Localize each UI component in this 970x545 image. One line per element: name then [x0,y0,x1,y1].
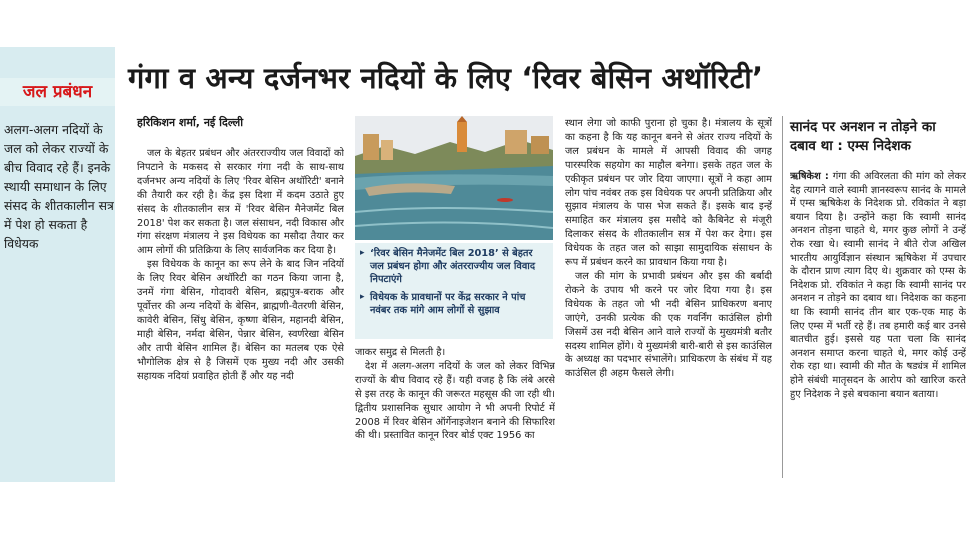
column-divider [782,116,783,478]
caption-box [355,243,553,339]
paragraph: जाकर समुद्र से मिलती है। [355,347,446,358]
left-summary: अलग-अलग नदियों के जल को लेकर राज्यों के बीच विवाद रहे हैं। इनके स्थायी समाधान के लिए संसद के शीतकालीन सत्र में पेश हो सकता है विधेयक [4,122,114,251]
paragraph: इस विधेयक के कानून का रूप लेने के बाद जिन नदियों के लिए रिवर बेसिन अथॉरिटी का गठन किया जाना है, उनमें गंगा बेसिन, गोदावरी बेसिन, ब्रह्मपुत्र-बराक और पूर्वोत्तर की अन्य नदियों के बेसिन, ब्राह्मणी-वैतरणी बेसिन, कावेरी बेसिन, सिंधु बेसिन, कृष्णा बेसिन, महानदी बेसिन, माही बेसिन, नर्मदा बेसिन, पेन्नार बेसिन, स्वर्णरेखा बेसिन और तापी बेसिन शामिल हैं। बेसिन का मतलब एक ऐसे भौगोलिक क्षेत्र से है जिसमें एक मुख्य नदी और उसकी सहायक नदियां प्रवाहित होती हैं और यह नदी [137,259,344,382]
river-photo [355,116,553,240]
sidebar-article [790,170,966,480]
paragraph: जल के बेहतर प्रबंधन और अंतरराज्यीय जल विवादों को निपटाने के मकसद से सरकार गंगा नदी के साथ-साथ दर्जनभर अन्य नदियों के लिए 'रिवर बेसिन अथॉरिटी' बनाने की तैयारी कर रही है। केंद्र इस दिशा में कदम उठाते हुए संसद के शीतकालीन सत्र में 'रिवर बेसिन मैनेजमेंट बिल 2018' पेश कर सकता है। जल संसाधन, नदी विकास और गंगा संरक्षण मंत्रालय ने इस विधेयक का मसौदा तैयार कर आम लोगों की प्रतिक्रिया के लिए सार्वजनिक कर दिया है। [137,148,344,257]
headline: गंगा व अन्य दर्जनभर नदियों के लिए ‘रिवर बेसिन अथॉरिटी’ [128,61,764,95]
byline: हरिकिशन शर्मा, नई दिल्ली [137,116,244,129]
caption-item: ▸ ‘रिवर बेसिन मैनेजमेंट बिल 2018’ से बेहतर जल प्रबंधन होगा और अंतरराज्यीय जल विवाद निपटाएंगे [360,247,548,286]
river-ghats-illustration [355,116,553,240]
left-panel [0,47,115,482]
paragraph: जल की मांग के प्रभावी प्रबंधन और इस की बर्बादी रोकने के उपाय भी करने पर जोर दिया गया है। इस विधेयक के तहत जो भी नदी बेसिन प्राधिकरण बनाए जाएंगे, उनकी प्रत्येक की एक गवर्निंग काउंसिल होगी जिसमें उस नदी बेसिन आने वाले राज्यों के मुख्यमंत्री बतौर सदस्य शामिल होंगे। ये मुख्यमंत्री बारी-बारी से इस काउंसिल के अध्यक्ष का पदभार संभालेंगे। प्राधिकरण के संबंध में यह काउंसिल ही अहम फैसले लेगी। [565,270,772,380]
caption-item: ▸ विधेयक के प्रावधानों पर केंद्र सरकार ने पांच नवंबर तक मांगे आम लोगों से सुझाव [360,291,548,317]
paragraph: देश में अलग-अलग नदियों के जल को लेकर विभिन्न राज्यों के बीच विवाद रहे हैं। यही वजह है कि लंबे अरसे से इस तरह के कानून की जरूरत महसूस की जा रही थी। द्वितीय प्रशासनिक सुधार आयोग ने भी अपनी रिपोर्ट में 2008 में रिवर बेसिन ऑर्गेनाइजेशन बनाने की सिफारिश की थी। प्रस्तावित कानून रिवर बोर्ड एक्ट 1956 का [355,360,555,442]
dateline: ऋषिकेश : [790,171,829,182]
section-tag: जल प्रबंधन [0,78,115,106]
paragraph: स्थान लेगा जो काफी पुराना हो चुका है। मंत्रालय के सूत्रों का कहना है कि यह कानून बनने से अंतर राज्य नदियों के जल प्रबंधन के मामले में आपसी विवाद की जगह पारस्परिक सहयोग का माहौल बनेगा। इसके तहत जल के एकीकृत प्रबंधन पर जोर दिया जाएगा। सूत्रों ने कहा आम लोग पांच नवंबर तक इस विधेयक पर अपनी प्रतिक्रिया और सुझाव मंत्रालय के पास भेज सकते हैं। इसके बाद इन्हें समाहित कर मंत्रालय इस मसौदे को कैबिनेट से मंजूरी दिलाकर संसद के शीतकालीन सत्र में पेश कर देगा। इस विधेयक के तहत जल को साझा सामुदायिक संसाधन के रूप में प्रबंधन करने का प्रावधान किया गया है। [565,118,772,269]
sidebar-body: गंगा की अविरलता की मांग को लेकर देह त्यागने वाले स्वामी ज्ञानस्वरूप सानंद के मामले में एम्स ऋषिकेश के निदेशक प्रो. रविकांत ने बड़ा बयान दिया है। उन्होंने कहा कि स्वामी सानंद अनशन तोड़ना चाहते थे, मगर कुछ लोगों ने उन्हें रोक रखा थे। स्वामी सानंद ने बीते रोज अखिल भारतीय आयुर्विज्ञान संस्थान ऋषिकेश में उपचार के दौरान प्राण त्याग दिए थे। शुक्रवार को एम्स के निदेशक प्रो. रविकांत ने कहा कि स्वामी सानंद पर अनशन न तोड़ने का दबाव था। निदेशक का कहना था कि स्वामी सानंद तीन बार एक-एक माह के लिए एम्स में भर्ती रहे हैं। तब हमारी कई बार उनसे बातचीत हुई। इससे यह पता चला कि सानंद अनशन समाप्त करना चाहते थे, मगर कोई उन्हें रोक रहा था। स्वामी की मौत के षड्यंत्र में शामिल होने संबंधी मातृसदन के आरोप को खारिज करते हुए निदेशक ने इसे बचकाना बयान बताया। [790,171,966,400]
article-column-2 [355,346,555,478]
article-column-3 [565,117,772,477]
sidebar-headline: सानंद पर अनशन न तोड़ने का दबाव था : एम्स निदेशक [790,119,936,154]
article-column-1 [137,147,344,477]
